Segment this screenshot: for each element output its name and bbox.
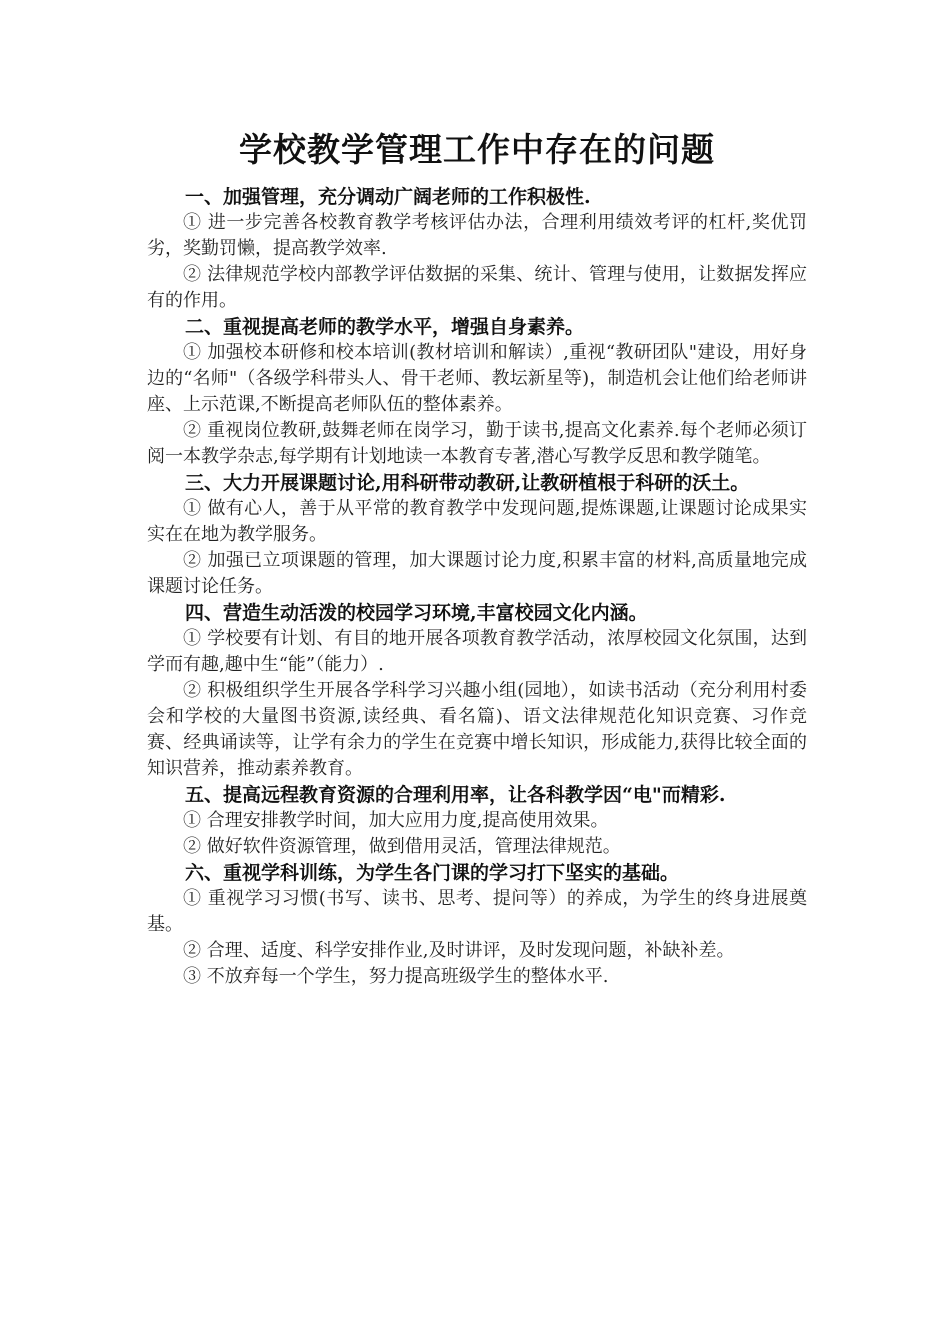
section-3-item-2: ② 加强已立项课题的管理，加大课题讨论力度,积累丰富的材料,高质量地完成课题讨论任务。 (147, 550, 807, 597)
section-6-item-1: ① 重视学习习惯(书写、读书、思考、提问等）的养成，为学生的终身进展奠基。 (147, 888, 807, 935)
section-2-item-1: ① 加强校本研修和校本培训(教材培训和解读）,重视“教研团队"建设，用好身边的“名师"（各级学科带头人、骨干老师、教坛新星等)，制造机会让他们给老师讲座、上示范课,不断提高老师队伍的整体素养。 (147, 342, 807, 415)
section-3-heading: 三、大力开展课题讨论,用科研带动教研,让教研植根于科研的沃土。 (185, 472, 750, 494)
section-2-heading: 二、重视提高老师的教学水平，增强自身素养。 (185, 316, 585, 338)
section-4-item-1: ① 学校要有计划、有目的地开展各项教育教学活动，浓厚校园文化氛围，达到学而有趣,趣中生“能”（能力）. (147, 628, 807, 675)
section-4-item-2: ② 积极组织学生开展各学科学习兴趣小组(园地），如读书活动（充分利用村委会和学校的大量图书资源,读经典、看名篇)、语文法律规范化知识竞赛、习作竞赛、经典诵读等，让学有余力的学生在竞赛中增长知识，形成能力,获得比较全面的知识营养，推动素养教育。 (147, 680, 807, 779)
section-6-item-3: ③ 不放弃每一个学生，努力提高班级学生的整体水平. (183, 966, 609, 987)
section-5-item-1: ① 合理安排教学时间，加大应用力度,提高使用效果。 (183, 810, 609, 831)
document-page (147, 128, 807, 990)
section-6-item-2: ② 合理、适度、科学安排作业,及时讲评，及时发现问题，补缺补差。 (183, 940, 735, 961)
section-3-item-1: ① 做有心人，善于从平常的教育教学中发现问题,提炼课题,让课题讨论成果实实在在地为教学服务。 (147, 498, 807, 545)
section-5-heading: 五、提高远程教育资源的合理利用率，让各科教学因“电"而精彩. (185, 784, 726, 806)
section-1-item-2: ② 法律规范学校内部教学评估数据的采集、统计、管理与使用，让数据发挥应有的作用。 (147, 264, 807, 311)
section-2-item-2: ② 重视岗位教研,鼓舞老师在岗学习，勤于读书,提高文化素养.每个老师必须订阅一本教学杂志,每学期有计划地读一本教育专著,潜心写教学反思和教学随笔。 (147, 420, 807, 467)
section-5-item-2: ② 做好软件资源管理，做到借用灵活，管理法律规范。 (183, 836, 621, 857)
page-title: 学校教学管理工作中存在的问题 (239, 130, 715, 169)
section-6-heading: 六、重视学科训练，为学生各门课的学习打下坚实的基础。 (185, 862, 680, 884)
section-1-heading: 一、加强管理，充分调动广阔老师的工作积极性. (185, 186, 591, 208)
section-4-heading: 四、营造生动活泼的校园学习环境,丰富校园文化内涵。 (185, 602, 648, 624)
section-1-item-1: ① 进一步完善各校教育教学考核评估办法，合理利用绩效考评的杠杆,奖优罚劣，奖勤罚懒，提高教学效率. (147, 212, 807, 259)
